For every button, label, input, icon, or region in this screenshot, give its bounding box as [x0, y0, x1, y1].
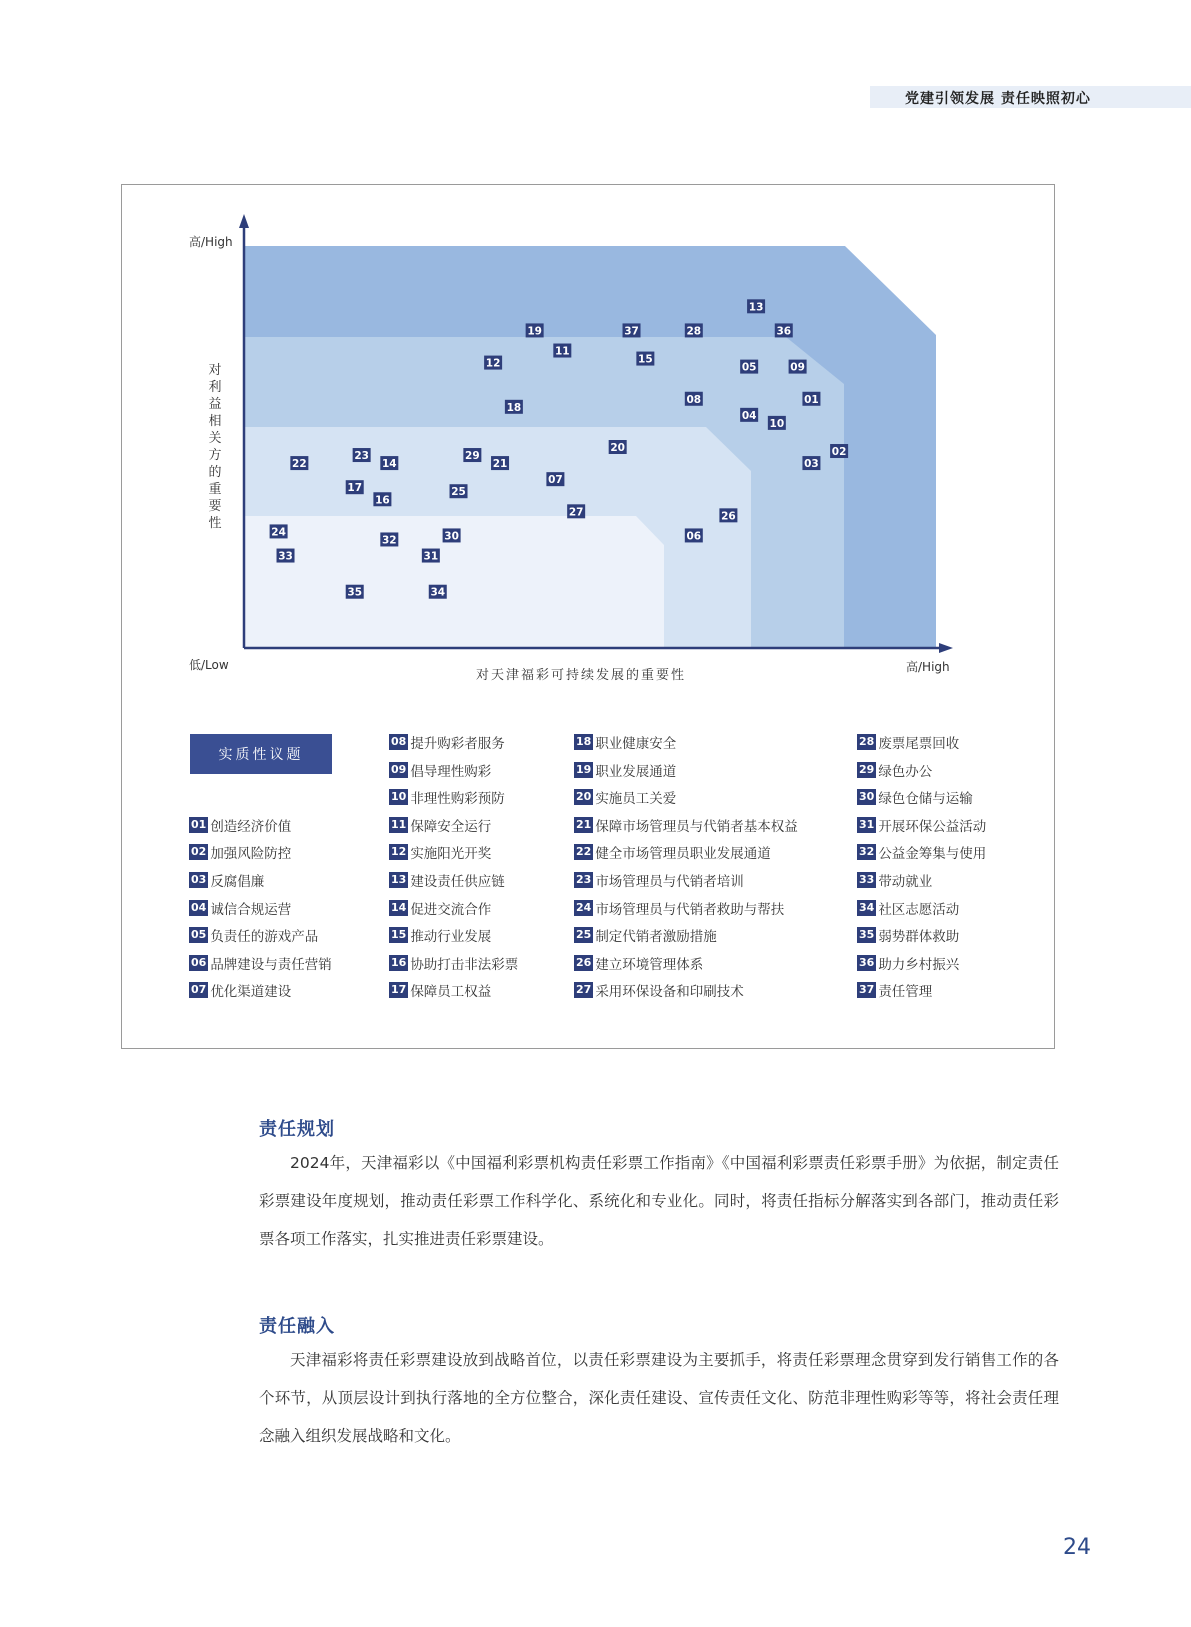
y-axis-title-char: 要 [208, 499, 222, 514]
y-axis-title-char: 的 [208, 465, 222, 480]
x-low-label: 低/Low [189, 658, 229, 672]
y-axis-arrow [239, 214, 249, 228]
data-point-label: 36 [776, 325, 792, 338]
data-point-08 [685, 392, 703, 406]
section-paragraph-planning [259, 1144, 1059, 1258]
legend-item-number: 23 [576, 873, 592, 886]
legend-item-35 [857, 925, 959, 945]
data-point-24 [270, 524, 288, 538]
legend-item-number: 10 [391, 790, 407, 804]
legend-item-label: 市场管理员与代销者培训 [595, 874, 744, 890]
legend-item-09 [389, 760, 491, 780]
legend-item-01 [189, 815, 291, 835]
legend-item-number: 36 [859, 955, 875, 969]
legend-item-33 [857, 870, 932, 890]
data-point-32 [380, 532, 398, 546]
data-point-label: 30 [444, 530, 459, 543]
data-point-label: 15 [638, 353, 653, 366]
legend-item-number: 31 [859, 817, 875, 831]
legend-item-label: 建立环境管理体系 [595, 956, 704, 973]
legend-item-label: 绿色办公 [878, 763, 933, 780]
y-axis-title-char: 利 [208, 380, 222, 395]
legend-item-label: 带动就业 [878, 874, 933, 890]
legend-item-number: 15 [391, 928, 407, 942]
legend-item-label: 提升购彩者服务 [410, 736, 505, 752]
data-point-31 [422, 549, 440, 563]
y-axis-title [208, 362, 221, 531]
data-point-07 [546, 472, 564, 486]
data-point-23 [353, 448, 371, 462]
data-point-label: 22 [292, 458, 307, 471]
legend-item-number: 06 [191, 955, 207, 969]
legend-item-number: 04 [191, 900, 207, 914]
data-point-label: 23 [354, 450, 369, 463]
data-point-29 [463, 448, 481, 462]
legend-item-label: 开展环保公益活动 [878, 818, 987, 835]
legend-item-number: 37 [859, 983, 875, 997]
y-axis-title-char: 益 [208, 397, 222, 412]
data-point-27 [567, 504, 585, 518]
legend-item-number: 20 [576, 790, 592, 804]
legend-item-number: 18 [576, 735, 592, 748]
legend-item-14 [389, 898, 491, 918]
data-point-label: 02 [831, 446, 847, 459]
legend-item-number: 30 [859, 790, 875, 804]
legend-item-label: 职业健康安全 [595, 736, 677, 752]
data-point-28 [685, 323, 703, 337]
y-high-label: 高/High [189, 235, 233, 249]
legend-item-26 [574, 953, 703, 973]
legend-item-number: 28 [859, 735, 875, 748]
paragraph-text: 天津福彩将责任彩票建设放到战略首位，以责任彩票建设为主要抓手，将责任彩票理念贯穿到发行销售工作的各个环节，从顶层设计到执行落地的全方位整合，深化责任建设、宣传责任文化、防范非理性购彩等等，将社会责任理念融入组织发展战略和文化。 [259, 1351, 1059, 1445]
legend-item-label: 诚信合规运营 [210, 901, 292, 918]
data-point-label: 19 [527, 325, 542, 338]
legend-item-label: 弱势群体救助 [878, 929, 960, 946]
data-point-label: 31 [423, 550, 439, 563]
y-axis-title-char: 关 [208, 431, 222, 446]
legend-item-06 [189, 953, 332, 973]
legend-item-number: 13 [391, 873, 407, 886]
data-point-06 [685, 528, 703, 542]
legend-item-32 [857, 842, 986, 862]
legend-title: 实质性议题 [190, 734, 332, 774]
data-point-label: 28 [686, 325, 702, 338]
legend-item-25 [574, 925, 717, 945]
data-point-35 [346, 585, 364, 599]
data-point-26 [719, 508, 737, 522]
legend-item-number: 29 [859, 762, 875, 776]
legend-item-label: 助力乡村振兴 [878, 956, 960, 973]
legend-item-number: 16 [391, 955, 407, 969]
legend-item-number: 26 [576, 955, 592, 969]
data-point-label: 03 [804, 458, 819, 471]
legend-item-31 [857, 815, 986, 835]
x-axis-arrow [939, 643, 953, 653]
data-point-36 [775, 323, 793, 337]
legend-item-number: 33 [859, 873, 875, 886]
legend-item-label: 协助打击非法彩票 [410, 956, 519, 973]
legend-item-18 [574, 732, 676, 752]
legend-item-label: 实施阳光开奖 [410, 846, 492, 863]
legend-item-label: 创造经济价值 [210, 818, 292, 835]
y-axis-title-char: 对 [208, 363, 222, 378]
page-number: 24 [1063, 1535, 1091, 1560]
data-point-label: 25 [451, 486, 466, 499]
legend-item-28 [857, 732, 959, 752]
data-point-label: 11 [555, 345, 570, 358]
legend-item-label: 制定代销者激励措施 [595, 929, 717, 946]
legend-item-number: 03 [191, 873, 207, 886]
legend-item-number: 32 [859, 845, 875, 859]
legend-item-08 [389, 732, 505, 752]
legend-item-label: 采用环保设备和印刷技术 [595, 984, 744, 1001]
legend-item-number: 09 [391, 762, 407, 776]
data-point-15 [636, 352, 654, 366]
section-paragraph-integration [259, 1341, 1059, 1455]
legend-item-21 [574, 815, 798, 835]
data-point-02 [830, 444, 848, 458]
data-point-19 [526, 323, 544, 337]
legend-item-05 [189, 925, 318, 945]
data-point-label: 17 [347, 482, 363, 495]
data-point-01 [802, 392, 820, 406]
data-point-label: 01 [804, 393, 819, 406]
legend-item-number: 24 [576, 900, 592, 914]
legend-item-label: 职业发展通道 [595, 763, 677, 780]
legend-item-11 [389, 815, 491, 835]
data-point-label: 06 [686, 530, 702, 543]
legend-item-03 [189, 870, 264, 890]
legend-item-number: 01 [191, 817, 207, 831]
data-point-14 [380, 456, 398, 470]
legend-item-12 [389, 842, 491, 862]
y-axis-title-char: 性 [208, 516, 222, 531]
legend-item-label: 保障员工权益 [410, 984, 492, 1001]
legend-item-27 [574, 980, 744, 1000]
legend-item-label: 健全市场管理员职业发展通道 [595, 846, 771, 863]
legend-item-label: 市场管理员与代销者救助与帮扶 [595, 901, 785, 918]
data-point-label: 10 [769, 417, 785, 430]
data-point-label: 16 [375, 494, 390, 507]
legend-item-17 [389, 980, 491, 1000]
data-point-label: 08 [686, 393, 702, 406]
legend-item-number: 22 [576, 845, 592, 859]
legend-item-label: 负责任的游戏产品 [210, 929, 319, 946]
legend-item-07 [189, 980, 291, 1000]
legend-item-24 [574, 898, 784, 918]
data-point-04 [740, 408, 758, 422]
data-point-label: 33 [278, 550, 293, 563]
y-axis-title-char: 重 [208, 482, 222, 497]
legend-item-number: 05 [191, 928, 207, 942]
data-point-label: 13 [748, 301, 764, 314]
legend-item-13 [389, 870, 505, 890]
legend-item-label: 实施员工关爱 [595, 791, 677, 808]
data-point-label: 29 [465, 450, 480, 463]
data-point-11 [553, 344, 571, 358]
data-point-label: 18 [506, 401, 522, 414]
legend-item-23 [574, 870, 744, 890]
legend-item-04 [189, 898, 291, 918]
legend-item-label: 加强风险防控 [210, 846, 292, 863]
data-point-label: 34 [430, 586, 446, 599]
data-point-22 [290, 456, 308, 470]
data-point-12 [484, 356, 502, 370]
legend-item-label: 反腐倡廉 [210, 874, 265, 890]
legend-item-37 [857, 980, 932, 1000]
materiality-matrix [121, 184, 1055, 704]
legend-item-36 [857, 953, 959, 973]
section-title-planning: 责任规划 [259, 1119, 335, 1140]
data-point-37 [623, 323, 641, 337]
data-point-17 [346, 480, 364, 494]
data-point-09 [789, 360, 807, 374]
legend-item-label: 倡导理性购彩 [410, 763, 492, 780]
legend-item-number: 21 [576, 817, 592, 831]
header-title: 党建引领发展 责任映照初心 [905, 91, 1091, 107]
data-point-16 [373, 492, 391, 506]
data-point-label: 35 [347, 586, 363, 599]
legend-item-number: 07 [191, 983, 207, 997]
legend-item-label: 社区志愿活动 [878, 901, 960, 918]
legend-item-label: 绿色仓储与运输 [878, 791, 973, 808]
data-point-label: 27 [568, 506, 584, 519]
y-axis-title-char: 方 [208, 448, 222, 463]
legend-item-number: 12 [391, 845, 407, 859]
legend-item-label: 非理性购彩预防 [410, 791, 505, 808]
legend-item-label: 优化渠道建设 [210, 984, 292, 1001]
data-point-label: 26 [721, 510, 736, 523]
legend-item-22 [574, 842, 771, 862]
legend-item-30 [857, 787, 973, 807]
legend-item-label: 建设责任供应链 [410, 874, 505, 890]
legend-item-number: 17 [391, 983, 407, 997]
legend-item-20 [574, 787, 676, 807]
data-point-18 [505, 400, 523, 414]
x-axis-title: 对天津福彩可持续发展的重要性 [476, 668, 687, 683]
data-point-label: 04 [741, 409, 757, 422]
legend-item-number: 02 [191, 845, 207, 859]
data-point-05 [740, 360, 758, 374]
data-point-label: 05 [741, 361, 757, 374]
legend-item-29 [857, 760, 932, 780]
legend-item-34 [857, 898, 959, 918]
legend-item-label: 公益金筹集与使用 [878, 846, 987, 863]
legend-item-19 [574, 760, 676, 780]
data-point-label: 21 [492, 458, 508, 471]
legend-item-number: 35 [859, 928, 875, 942]
legend-item-15 [389, 925, 491, 945]
legend-item-label: 保障市场管理员与代销者基本权益 [595, 818, 798, 835]
data-point-33 [277, 549, 295, 563]
data-point-25 [450, 484, 468, 498]
y-axis-title-char: 相 [208, 414, 222, 429]
legend-item-label: 责任管理 [878, 984, 933, 1001]
data-point-label: 07 [548, 474, 563, 487]
legend-item-number: 11 [391, 817, 407, 831]
legend-item-number: 19 [576, 762, 592, 776]
data-point-label: 09 [790, 361, 805, 374]
data-point-label: 24 [271, 526, 286, 539]
legend-item-label: 推动行业发展 [410, 929, 492, 946]
legend-item-label: 废票尾票回收 [878, 736, 960, 752]
section-title-integration: 责任融入 [259, 1316, 335, 1337]
legend-item-number: 14 [391, 900, 407, 914]
data-point-34 [429, 585, 447, 599]
legend-item-label: 品牌建设与责任营销 [210, 956, 332, 973]
data-point-03 [802, 456, 820, 470]
legend-item-number: 25 [576, 928, 592, 942]
legend-item-number: 08 [391, 735, 407, 748]
data-point-13 [747, 299, 765, 313]
data-point-10 [768, 416, 786, 430]
legend-item-number: 27 [576, 983, 592, 997]
data-point-label: 37 [624, 325, 639, 338]
data-point-21 [491, 456, 509, 470]
data-point-label: 14 [382, 458, 397, 471]
data-point-label: 12 [485, 357, 501, 370]
paragraph-text: 2024年，天津福彩以《中国福利彩票机构责任彩票工作指南》《中国福利彩票责任彩票手册》为依据，制定责任彩票建设年度规划，推动责任彩票工作科学化、系统化和专业化。同时，将责任指标分解落实到各部门，推动责任彩票各项工作落实，扎实推进责任彩票建设。 [259, 1154, 1059, 1248]
legend-item-16 [389, 953, 518, 973]
data-point-20 [609, 440, 627, 454]
x-high-label: 高/High [906, 660, 950, 674]
legend-item-10 [389, 787, 505, 807]
data-point-label: 20 [610, 442, 625, 454]
data-point-label: 32 [382, 534, 397, 547]
data-point-30 [443, 528, 461, 542]
legend-item-label: 保障安全运行 [410, 818, 492, 835]
legend-item-02 [189, 842, 291, 862]
legend-item-label: 促进交流合作 [410, 901, 492, 918]
legend-item-number: 34 [859, 900, 875, 914]
